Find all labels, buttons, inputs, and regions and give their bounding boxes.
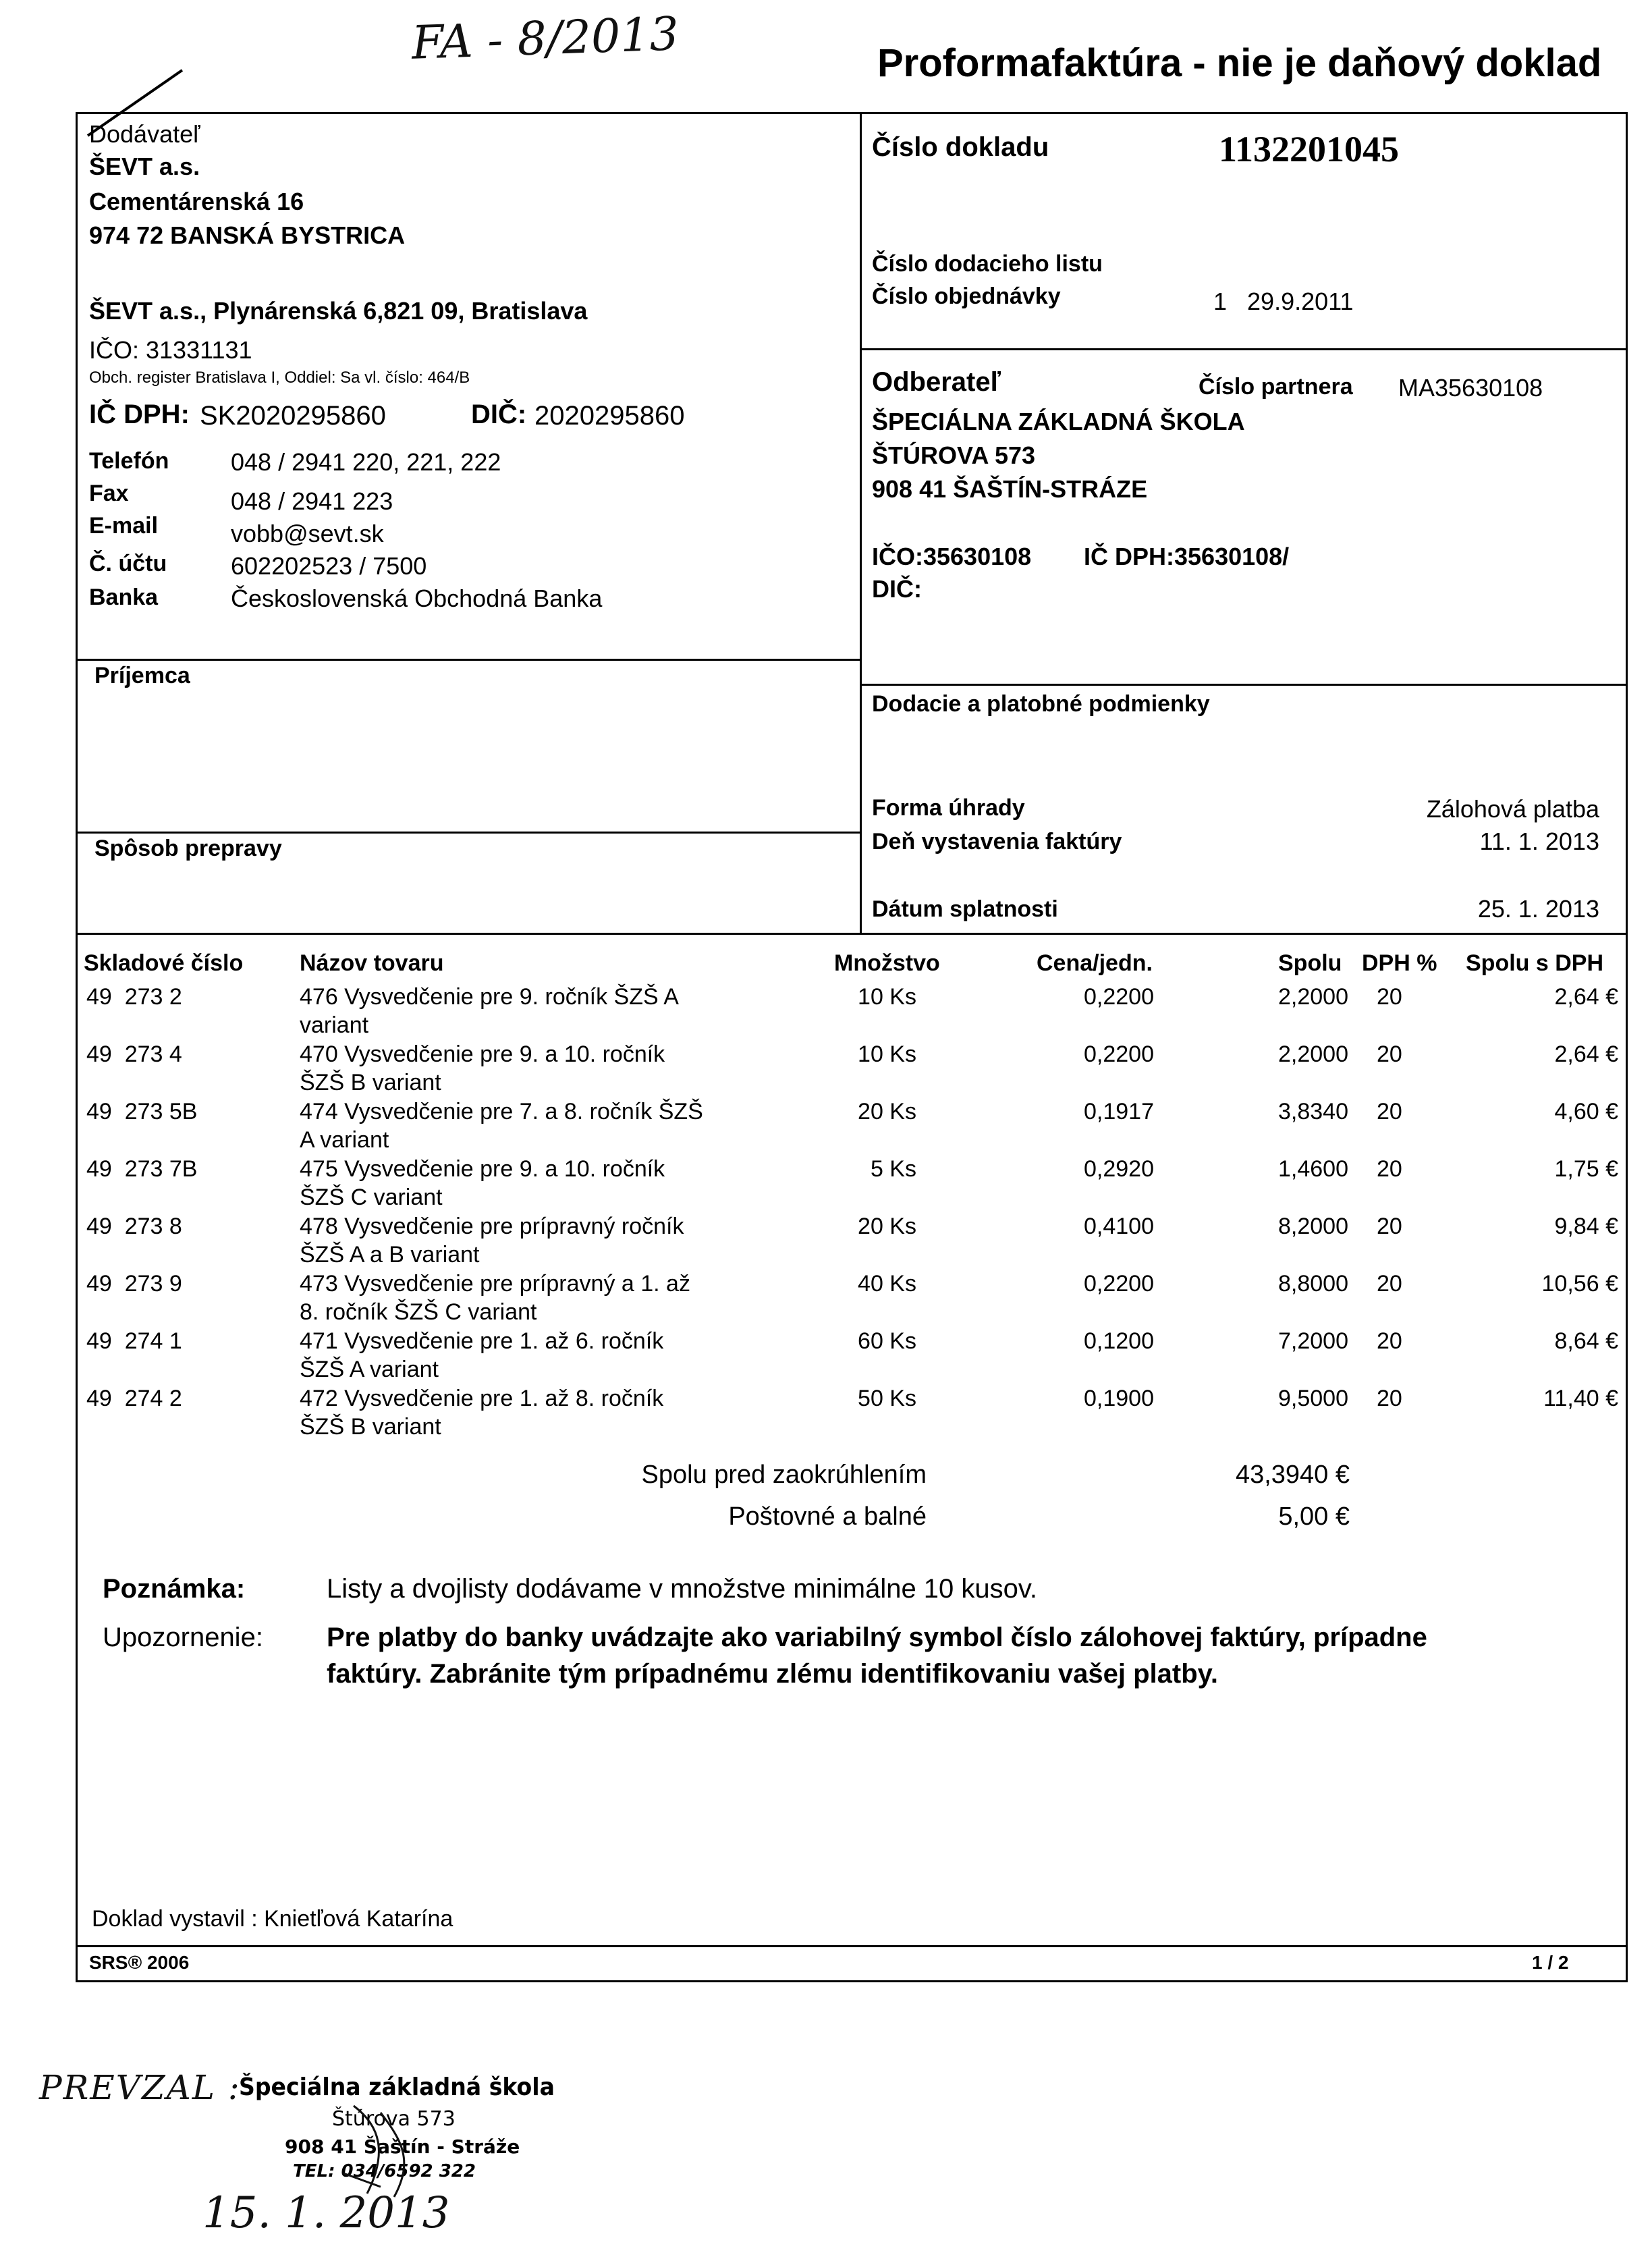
supplier-account-value: 602202523 / 7500 <box>231 552 427 580</box>
row-unit-price: 0,2200 <box>1084 1041 1154 1067</box>
col-header-total-vat: Spolu s DPH <box>1466 950 1604 976</box>
handwritten-received-label: PREVZAL : <box>39 2068 241 2107</box>
partner-number-label: Číslo partnera <box>1199 374 1353 400</box>
supplier-name: ŠEVT a.s. <box>89 153 200 180</box>
row-qty: 20 Ks <box>858 1099 916 1124</box>
row-unit-price: 0,2200 <box>1084 1271 1154 1297</box>
supplier-register: Obch. register Bratislava I, Oddiel: Sa vl. číslo: 464/B <box>89 369 470 387</box>
customer-ico: IČO:35630108 <box>872 543 1032 570</box>
supplier-fax-label: Fax <box>89 481 129 506</box>
row-total-vat: 2,64 € <box>1554 1041 1618 1067</box>
col-header-unit-price: Cena/jedn. <box>1037 950 1153 976</box>
row-name: 475 Vysvedčenie pre 9. a 10. ročník <box>300 1156 665 1182</box>
customer-city: 908 41 ŠAŠTÍN-STRÁZE <box>872 475 1148 503</box>
col-header-total: Spolu <box>1278 950 1342 976</box>
handwritten-date: 15. 1. 2013 <box>202 2188 450 2238</box>
document-box-bottom-line <box>860 348 1628 350</box>
customer-box-bottom-line <box>860 684 1628 686</box>
due-date-label: Dátum splatnosti <box>872 896 1058 922</box>
row-unit-price: 0,1900 <box>1084 1386 1154 1411</box>
row-sku: 49 273 2 <box>86 984 182 1010</box>
row-qty: 40 Ks <box>858 1271 916 1297</box>
row-name-cont: ŠZŠ A a B variant <box>300 1242 480 1268</box>
customer-label: Odberateľ <box>872 367 1001 397</box>
row-vat: 20 <box>1377 1214 1402 1239</box>
document-number-value: 1132201045 <box>1219 129 1400 169</box>
row-sku: 49 274 1 <box>86 1328 182 1354</box>
transport-label: Spôsob prepravy <box>94 836 282 861</box>
row-vat: 20 <box>1377 1386 1402 1411</box>
row-total: 8,8000 <box>1278 1271 1348 1297</box>
warning-label: Upozornenie: <box>103 1623 263 1652</box>
row-name-cont: A variant <box>300 1127 389 1153</box>
supplier-bank-label: Banka <box>89 584 159 610</box>
supplier-fax-value: 048 / 2941 223 <box>231 487 393 515</box>
supplier-dic-label: DIČ: <box>471 400 527 429</box>
payment-form-value: Zálohová platba <box>1426 795 1599 823</box>
row-vat: 20 <box>1377 984 1402 1010</box>
row-sku: 49 273 7B <box>86 1156 198 1182</box>
row-total-vat: 2,64 € <box>1554 984 1618 1010</box>
row-sku: 49 274 2 <box>86 1386 182 1411</box>
frame-right-line <box>1626 112 1628 933</box>
row-qty: 60 Ks <box>858 1328 916 1354</box>
row-qty: 20 Ks <box>858 1214 916 1239</box>
stamp-line-1: Špeciálna základná škola <box>239 2073 555 2101</box>
supplier-label: Dodávateľ <box>89 120 200 148</box>
supplier-dic-value: 2020295860 <box>534 401 685 431</box>
row-total-vat: 9,84 € <box>1554 1214 1618 1239</box>
payment-form-label: Forma úhrady <box>872 795 1025 821</box>
supplier-phone-value: 048 / 2941 220, 221, 222 <box>231 448 501 476</box>
school-stamp <box>239 2073 555 2202</box>
row-name-cont: ŠZŠ B variant <box>300 1414 441 1440</box>
row-name: 474 Vysvedčenie pre 7. a 8. ročník ŠZŠ <box>300 1099 703 1124</box>
row-sku: 49 273 8 <box>86 1214 182 1239</box>
order-number-value: 1 29.9.2011 <box>1213 288 1354 315</box>
row-name: 478 Vysvedčenie pre prípravný ročník <box>300 1214 684 1239</box>
row-sku: 49 273 5B <box>86 1099 198 1124</box>
document-title: Proformafaktúra - nie je daňový doklad <box>877 41 1602 85</box>
supplier-icdph-label: IČ DPH: <box>89 400 190 429</box>
row-name-cont: ŠZŠ C variant <box>300 1185 443 1210</box>
order-number-label: Číslo objednávky <box>872 283 1061 309</box>
document-number-label: Číslo dokladu <box>872 132 1049 162</box>
postage-label: Poštovné a balné <box>728 1502 927 1531</box>
row-total: 7,2000 <box>1278 1328 1348 1354</box>
issue-date-label: Deň vystavenia faktúry <box>872 829 1122 854</box>
recipient-label: Príjemca <box>94 663 190 688</box>
supplier-email-label: E-mail <box>89 513 159 539</box>
warning-text-line1: Pre platby do banky uvádzajte ako variabilný symbol číslo zálohovej faktúry, prípadne <box>327 1623 1427 1652</box>
row-name-cont: ŠZŠ B variant <box>300 1070 441 1095</box>
col-header-name: Názov tovaru <box>300 950 444 976</box>
supplier-street: Cementárenská 16 <box>89 188 304 215</box>
row-unit-price: 0,1917 <box>1084 1099 1154 1124</box>
postage-value: 5,00 € <box>1278 1502 1350 1531</box>
supplier-city: 974 72 BANSKÁ BYSTRICA <box>89 221 406 249</box>
supplier-phone-label: Telefón <box>89 448 169 474</box>
footer-software: SRS® 2006 <box>89 1952 190 1973</box>
supplier-box-bottom-line <box>76 659 862 661</box>
customer-street: ŠTÚROVA 573 <box>872 441 1036 469</box>
row-unit-price: 0,4100 <box>1084 1214 1154 1239</box>
customer-dic: DIČ: <box>872 575 922 603</box>
row-name: 472 Vysvedčenie pre 1. až 8. ročník <box>300 1386 664 1411</box>
subtotal-value: 43,3940 € <box>1235 1461 1350 1489</box>
supplier-icdph-value: SK2020295860 <box>200 401 386 431</box>
note-text: Listy a dvojlisty dodávame v množstve minimálne 10 kusov. <box>327 1574 1038 1604</box>
stamp-line-4: TEL: 034/6592 322 <box>293 2161 476 2181</box>
signature-scribble <box>340 2099 441 2200</box>
col-header-sku: Skladové číslo <box>84 950 244 976</box>
row-unit-price: 0,2200 <box>1084 984 1154 1010</box>
row-sku: 49 273 4 <box>86 1041 182 1067</box>
header-bottom-line <box>76 933 1628 935</box>
delivery-note-label: Číslo dodacieho listu <box>872 251 1103 277</box>
supplier-account-label: Č. účtu <box>89 551 167 576</box>
row-vat: 20 <box>1377 1156 1402 1182</box>
frame-left-line <box>76 112 78 1982</box>
row-total: 9,5000 <box>1278 1386 1348 1411</box>
row-vat: 20 <box>1377 1271 1402 1297</box>
col-header-qty: Množstvo <box>834 950 940 976</box>
row-total-vat: 10,56 € <box>1541 1271 1618 1297</box>
warning-text-line2: faktúry. Zabránite tým prípadnému zlému identifikovaniu vašej platby. <box>327 1659 1219 1689</box>
subtotal-label: Spolu pred zaokrúhlením <box>641 1461 927 1489</box>
terms-label: Dodacie a platobné podmienky <box>872 691 1210 717</box>
row-vat: 20 <box>1377 1041 1402 1067</box>
row-total-vat: 4,60 € <box>1554 1099 1618 1124</box>
frame-middle-line <box>860 112 862 933</box>
row-name: 476 Vysvedčenie pre 9. ročník ŠZŠ A <box>300 984 679 1010</box>
row-name-cont: ŠZŠ A variant <box>300 1357 439 1382</box>
handwritten-document-number: FA - 8/2013 <box>410 7 680 70</box>
issued-by: Doklad vystavil : Knietľová Katarína <box>92 1906 453 1932</box>
stamp-line-2: Štúrova 573 <box>332 2107 456 2131</box>
row-unit-price: 0,2920 <box>1084 1156 1154 1182</box>
col-header-vat: DPH % <box>1362 950 1437 976</box>
row-total: 8,2000 <box>1278 1214 1348 1239</box>
frame-bottom-line <box>76 1980 1628 1982</box>
row-total-vat: 8,64 € <box>1554 1328 1618 1354</box>
row-name-cont: 8. ročník ŠZŠ C variant <box>300 1299 537 1325</box>
row-name: 471 Vysvedčenie pre 1. až 6. ročník <box>300 1328 664 1354</box>
row-sku: 49 273 9 <box>86 1271 182 1297</box>
row-total: 2,2000 <box>1278 1041 1348 1067</box>
frame-right-lower-line <box>1626 933 1628 1982</box>
row-total: 1,4600 <box>1278 1156 1348 1182</box>
row-qty: 50 Ks <box>858 1386 916 1411</box>
row-qty: 10 Ks <box>858 1041 916 1067</box>
due-date-value: 25. 1. 2013 <box>1477 895 1599 923</box>
partner-number-value: MA35630108 <box>1398 374 1543 402</box>
row-vat: 20 <box>1377 1328 1402 1354</box>
customer-name: ŠPECIÁLNA ZÁKLADNÁ ŠKOLA <box>872 408 1245 435</box>
row-qty: 10 Ks <box>858 984 916 1010</box>
row-unit-price: 0,1200 <box>1084 1328 1154 1354</box>
supplier-bank-value: Československá Obchodná Banka <box>231 584 603 612</box>
row-name-cont: variant <box>300 1012 369 1038</box>
row-total: 2,2000 <box>1278 984 1348 1010</box>
note-label: Poznámka: <box>103 1574 246 1604</box>
row-name: 473 Vysvedčenie pre prípravný a 1. až <box>300 1271 690 1297</box>
supplier-email-value: vobb@sevt.sk <box>231 520 384 547</box>
row-name: 470 Vysvedčenie pre 9. a 10. ročník <box>300 1041 665 1067</box>
supplier-ico: IČO: 31331131 <box>89 336 252 364</box>
row-total: 3,8340 <box>1278 1099 1348 1124</box>
row-qty: 5 Ks <box>870 1156 916 1182</box>
row-total-vat: 1,75 € <box>1554 1156 1618 1182</box>
customer-icdph: IČ DPH:35630108/ <box>1084 543 1290 570</box>
row-total-vat: 11,40 € <box>1543 1386 1618 1411</box>
issue-date-value: 11. 1. 2013 <box>1479 827 1599 855</box>
supplier-branch: ŠEVT a.s., Plynárenská 6,821 09, Bratislava <box>89 297 588 325</box>
footer-page-number: 1 / 2 <box>1532 1952 1569 1973</box>
issued-by-line <box>76 1945 1628 1947</box>
frame-top-line <box>76 112 1628 114</box>
row-vat: 20 <box>1377 1099 1402 1124</box>
recipient-box-bottom-line <box>76 832 862 834</box>
stamp-line-3: 908 41 Šaštín - Stráže <box>285 2136 520 2158</box>
